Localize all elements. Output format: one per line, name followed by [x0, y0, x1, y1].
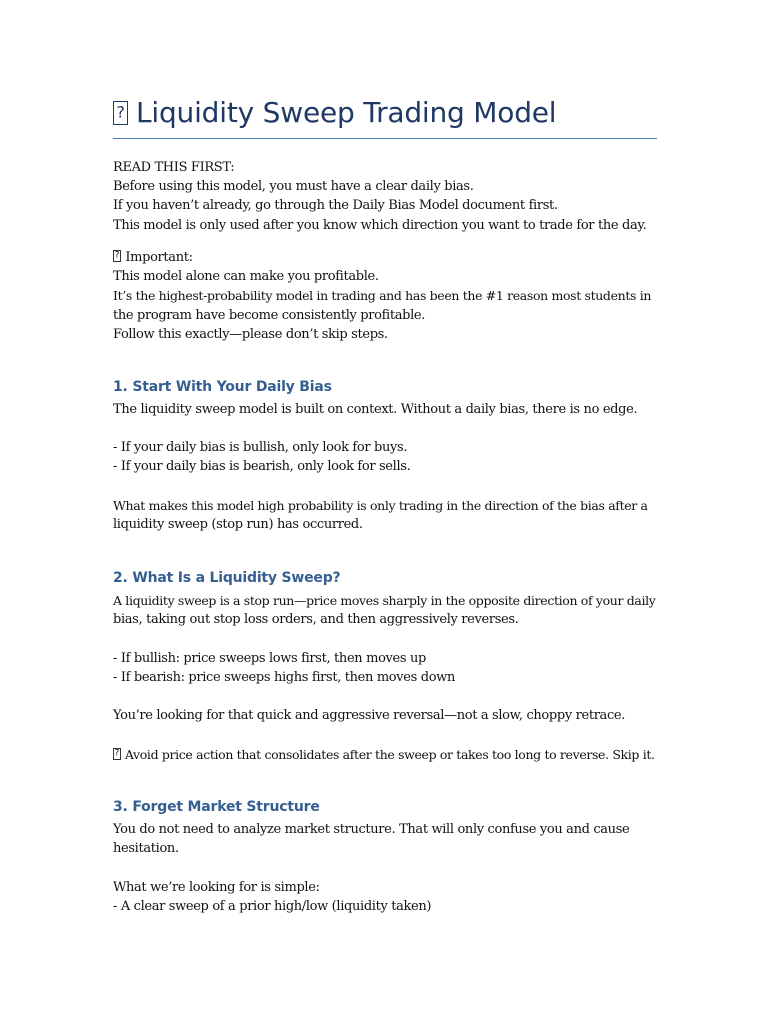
section-heading-3: 3. Forget Market Structure — [113, 799, 320, 815]
intro-line: This model is only used after you know which direction you want to trade for the day. — [113, 217, 647, 233]
important-line: Follow this exactly—please don’t skip steps. — [113, 326, 388, 342]
body-line: hesitation. — [113, 841, 179, 857]
title-underline — [113, 138, 657, 139]
missing-glyph-icon — [113, 250, 121, 262]
document-title-text: Liquidity Sweep Trading Model — [136, 96, 557, 129]
section-1-paragraph — [113, 400, 657, 419]
section-2-paragraph — [113, 591, 657, 629]
missing-glyph-icon — [113, 101, 128, 125]
list-item: - If bullish: price sweeps lows first, then moves up — [113, 651, 426, 666]
important-line: It’s the highest-probability model in trading and has been the #1 reason most students in — [113, 288, 652, 304]
body-line: The liquidity sweep model is built on context. Without a daily bias, there is no edge. — [113, 402, 638, 417]
body-line: You do not need to analyze market structure. That will only confuse you and cause — [113, 822, 630, 837]
important-label-line — [113, 248, 657, 267]
warning-text: Avoid price action that consolidates after the sweep or takes too long to reverse. Skip it. — [124, 747, 655, 762]
document-title — [113, 93, 657, 133]
list-item: - If your daily bias is bearish, only look for sells. — [113, 459, 411, 475]
list-item: - A clear sweep of a prior high/low (liquidity taken) — [113, 899, 432, 915]
body-line: bias, taking out stop loss orders, and then aggressively reverses. — [113, 612, 519, 628]
section-heading-2: 2. What Is a Liquidity Sweep? — [113, 570, 341, 586]
important-line: the program have become consistently profitable. — [113, 307, 426, 323]
intro-line: Before using this model, you must have a clear daily bias. — [113, 179, 474, 195]
missing-glyph-icon — [113, 748, 121, 760]
section-heading-1: 1. Start With Your Daily Bias — [113, 379, 332, 395]
body-line: What we’re looking for is simple: — [113, 880, 320, 895]
section-3-paragraph — [113, 820, 657, 858]
important-paragraph — [113, 248, 657, 344]
warning-line — [113, 745, 657, 764]
body-line: You’re looking for that quick and aggressive reversal—not a slow, choppy retrace. — [113, 708, 626, 723]
section-1-list — [113, 438, 657, 476]
section-1-paragraph — [113, 496, 657, 534]
section-2-warning — [113, 745, 657, 764]
section-2-paragraph — [113, 706, 657, 725]
body-line: A liquidity sweep is a stop run—price moves sharply in the opposite direction of your daily — [113, 593, 656, 608]
body-line: What makes this model high probability is only trading in the direction of the bias after a — [113, 498, 648, 513]
intro-line: If you haven’t already, go through the Daily Bias Model document first. — [113, 198, 558, 214]
list-item: - If your daily bias is bullish, only look for buys. — [113, 440, 408, 455]
section-3-paragraph — [113, 878, 657, 916]
list-item: - If bearish: price sweeps highs first, then moves down — [113, 670, 455, 686]
important-line: This model alone can make you profitable. — [113, 269, 379, 285]
section-2-list — [113, 649, 657, 687]
body-line: liquidity sweep (stop run) has occurred. — [113, 517, 363, 533]
intro-paragraph — [113, 158, 657, 235]
important-label: Important: — [125, 250, 193, 265]
intro-line: READ THIS FIRST: — [113, 160, 235, 175]
